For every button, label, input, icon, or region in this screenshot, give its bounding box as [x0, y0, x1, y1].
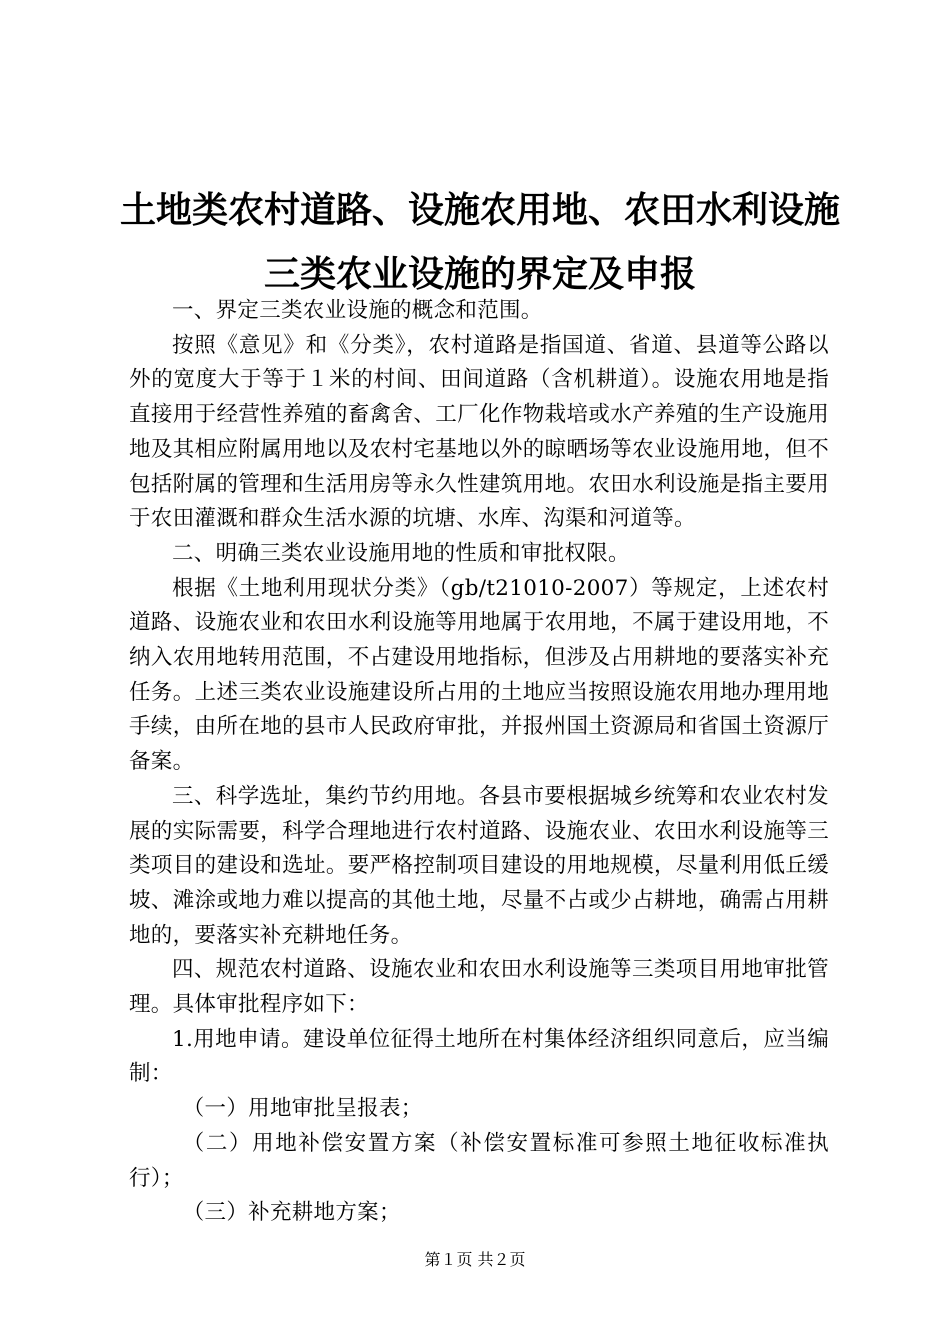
- list-item: （三）补充耕地方案；: [182, 1200, 401, 1226]
- page-footer: 第１页 共２页: [424, 1250, 526, 1269]
- section-heading-4: 四、规范农村道路、设施农业和农田水利设施等三类项目用地审批管理。具体审批程序如下：: [129, 957, 829, 1018]
- section-heading-2: 二、明确三类农业设施用地的性质和审批权限。: [172, 540, 630, 566]
- paragraph: 根据《土地利用现状分类》（gb/t21010-2007）等规定，上述农村道路、设施农业和农田水利设施等用地属于农用地，不属于建设用地，不纳入农用地转用范围，不占建设用地指标，但涉及占用耕地的要落实补充任务。上述三类农业设施建设所占用的土地应当按照设施农用地办理用地手续，由所在地的县市人民政府审批，并报州国土资源局和省国土资源厅备案。: [129, 575, 829, 775]
- section-heading-1: 一、界定三类农业设施的概念和范围。: [172, 298, 543, 323]
- paragraph: 1.用地申请。建设单位征得土地所在村集体经济组织同意后，应当编制：: [129, 1026, 829, 1087]
- list-item: （二）用地补偿安置方案（补偿安置标准可参照土地征收标准执行）；: [129, 1130, 829, 1191]
- document-body: [129, 294, 829, 1231]
- document-title-line-1: 土地类农村道路、设施农用地、农田水利设施: [119, 189, 840, 231]
- section-heading-3: 三、科学选址，集约节约用地。各县市要根据城乡统筹和农业农村发展的实际需要，科学合理地进行农村道路、设施农业、农田水利设施等三类项目的建设和选址。要严格控制项目建设的用地规模，尽量利用低丘缓坡、滩涂或地力难以提高的其他土地，尽量不占或少占耕地，确需占用耕地的，要落实补充耕地任务。: [129, 783, 829, 948]
- document-title-line-2: 三类农业设施的界定及申报: [263, 253, 696, 295]
- list-item: （一）用地审批呈报表；: [182, 1096, 423, 1122]
- paragraph: 按照《意见》和《分类》，农村道路是指国道、省道、县道等公路以外的宽度大于等于１米的村间、田间道路（含机耕道）。设施农用地是指直接用于经营性养殖的畜禽舍、工厂化作物栽培或水产养殖的生产设施用地及其相应附属用地以及农村宅基地以外的晾晒场等农业设施用地，但不包括附属的管理和生活用房等永久性建筑用地。农田水利设施是指主要用于农田灌溉和群众生活水源的坑塘、水库、沟渠和河道等。: [129, 332, 829, 532]
